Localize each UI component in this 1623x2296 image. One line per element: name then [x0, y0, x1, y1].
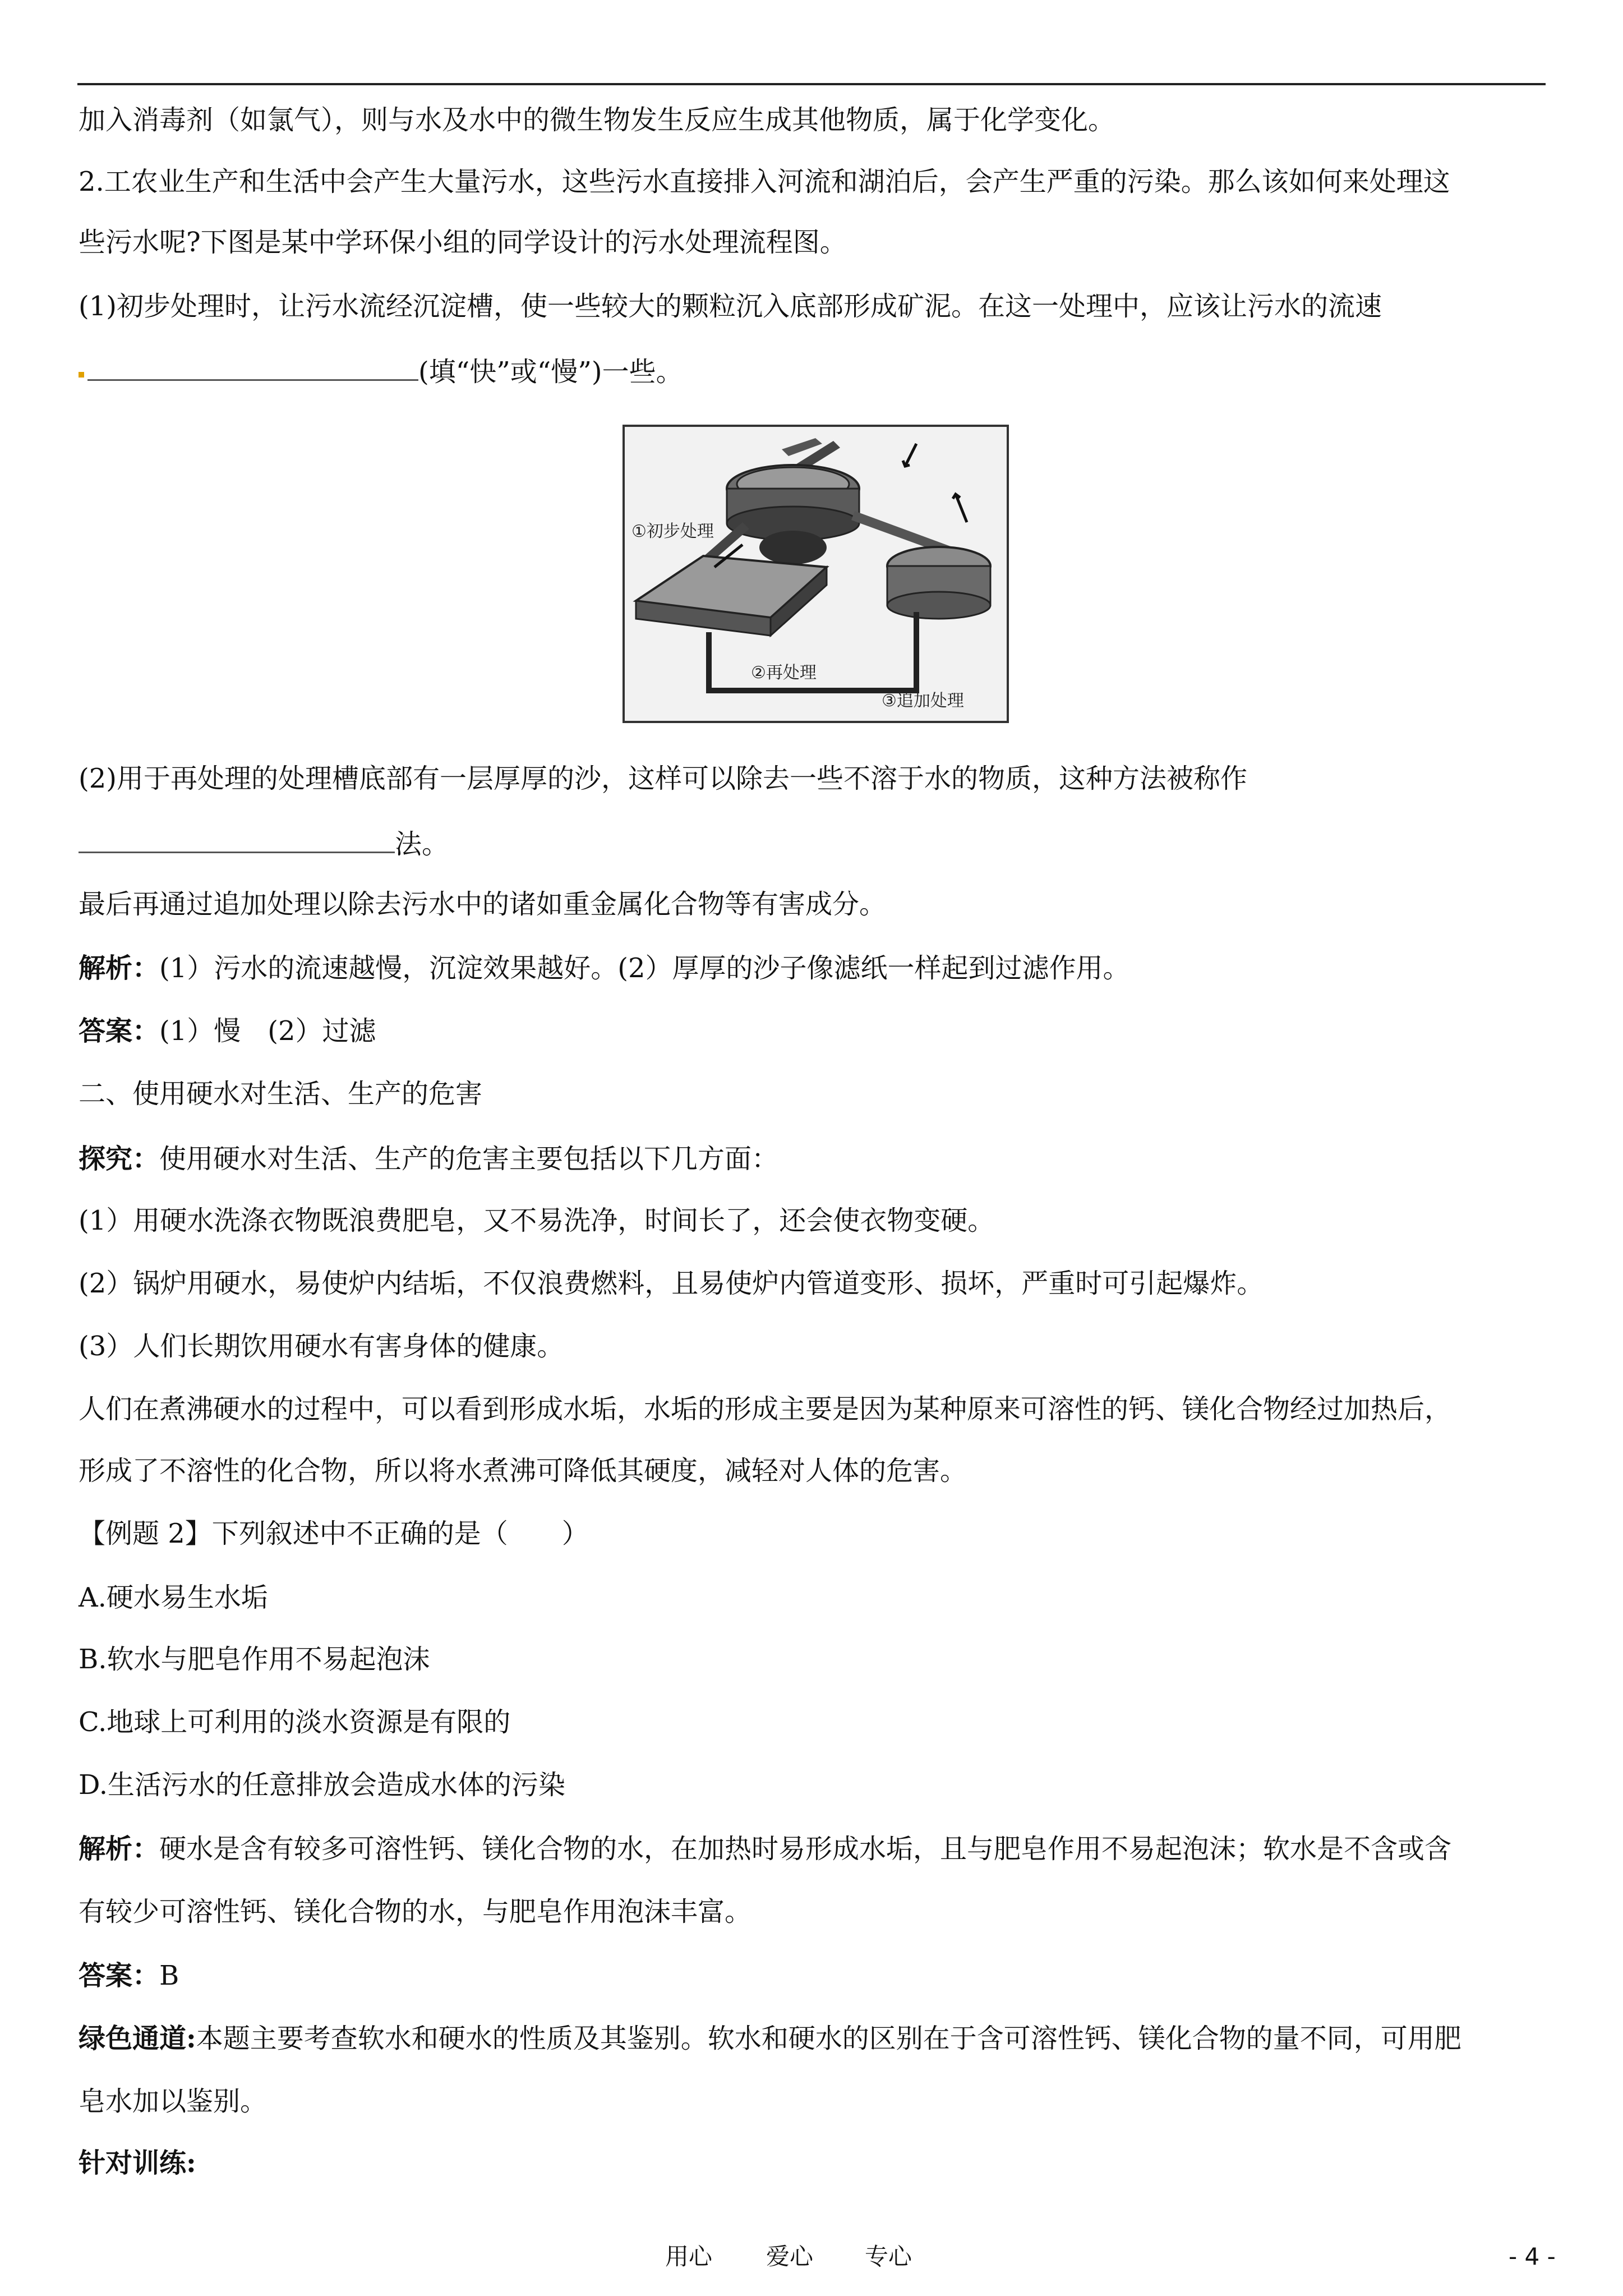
blank-suffix: 法。 [395, 829, 449, 860]
answer-2 [79, 1959, 179, 1993]
answer-label: 答案： [79, 1960, 160, 1991]
answer-text: (1）慢 (2）过滤 [159, 1015, 376, 1047]
header-rule [77, 83, 1546, 85]
text-line: 人们在煮沸硬水的过程中，可以看到形成水垢，水垢的形成主要是因为某种原来可溶性的钙、镁化合物经过加热后， [79, 1393, 1452, 1425]
option-b: B.软水与肥皂作用不易起泡沫 [79, 1644, 430, 1675]
answer-blank[interactable] [79, 827, 395, 853]
explore-line [79, 1142, 778, 1176]
text-line: 最后再通过追加处理以除去污水中的诸如重金属化合物等有害成分。 [79, 889, 887, 920]
text-line: 有较少可溶性钙、镁化合物的水，与肥皂作用泡沫丰富。 [79, 1896, 752, 1927]
analysis-text: (1）污水的流速越慢，沉淀效果越好。(2）厚厚的沙子像滤纸一样起到过滤作用。 [159, 953, 1130, 984]
footer-word: 爱心 [766, 2243, 814, 2270]
answer-blank[interactable] [87, 355, 418, 381]
analysis-label: 解析： [79, 1833, 160, 1865]
option-c: C.地球上可利用的淡水资源是有限的 [79, 1706, 511, 1738]
option-d: D.生活污水的任意排放会造成水体的污染 [79, 1769, 566, 1801]
list-item: (1）用硬水洗涤衣物既浪费肥皂，又不易洗净，时间长了，还会使衣物变硬。 [79, 1205, 995, 1236]
marker-dot [79, 372, 84, 378]
analysis-2 [79, 1832, 1451, 1866]
answer-text: B [159, 1960, 179, 1991]
green-channel-text: 本题主要考查软水和硬水的性质及其鉴别。软水和硬水的区别在于含可溶性钙、镁化合物的量不同，可用肥 [196, 2023, 1461, 2054]
explore-label: 探究： [79, 1143, 160, 1175]
answer-1 [79, 1014, 376, 1048]
practice-heading: 针对训练: [79, 2147, 196, 2179]
subquestion-2: (2)用于再处理的处理槽底部有一层厚厚的沙，这样可以除去一些不溶于水的物质，这种方法被称作 [79, 763, 1247, 794]
explore-text: 使用硬水对生活、生产的危害主要包括以下几方面： [159, 1143, 779, 1175]
question-2-line: 2.工农业生产和生活中会产生大量污水，这些污水直接排入河流和湖泊后，会产生严重的污染。那么该如何来处理这 [79, 166, 1450, 197]
analysis-1 [79, 951, 1130, 985]
text-line: 皂水加以鉴别。 [79, 2086, 268, 2117]
text-line: 形成了不溶性的化合物，所以将水煮沸可降低其硬度，减轻对人体的危害。 [79, 1455, 967, 1487]
list-item: (3）人们长期饮用硬水有害身体的健康。 [79, 1331, 564, 1362]
example-heading: 【例题 2】下列叙述中不正确的是（ ） [79, 1518, 589, 1549]
figure-label-additional: ③追加处理 [882, 691, 964, 711]
subquestion-1: (1)初步处理时，让污水流经沉淀槽，使一些较大的颗粒沉入底部形成矿泥。在这一处理中，应该让污水的流速 [79, 291, 1382, 322]
section-heading: 二、使用硬水对生活、生产的危害 [79, 1078, 483, 1110]
green-channel-label: 绿色通道: [79, 2023, 196, 2054]
analysis-text: 硬水是含有较多可溶性钙、镁化合物的水，在加热时易形成水垢，且与肥皂作用不易起泡沫；软水是不含或含 [159, 1833, 1452, 1865]
blank-suffix: (填“快”或“慢”)一些。 [418, 356, 683, 388]
analysis-label: 解析： [79, 953, 160, 984]
page-number: - 4 - [1509, 2243, 1556, 2270]
option-a: A.硬水易生水垢 [79, 1582, 268, 1613]
green-channel [79, 2022, 1461, 2055]
text-line: 些污水呢?下图是某中学环保小组的同学设计的污水处理流程图。 [79, 227, 847, 258]
figure-label-initial: ①初步处理 [631, 522, 714, 541]
answer-label: 答案： [79, 1015, 160, 1047]
footer-word: 用心 [665, 2243, 713, 2270]
text-line: 加入消毒剂（如氯气），则与水及水中的微生物发生反应生成其他物质，属于化学变化。 [79, 104, 1115, 136]
sewage-treatment-diagram [623, 425, 1009, 723]
answer-blank-line-2 [79, 827, 449, 861]
list-item: (2）锅炉用硬水，易使炉内结垢，不仅浪费燃料，且易使炉内管道变形、损坏，严重时可引起爆炸。 [79, 1268, 1264, 1299]
footer-word: 专心 [865, 2243, 912, 2270]
answer-blank-line-1 [79, 355, 683, 389]
figure-label-secondary: ②再处理 [751, 663, 817, 683]
